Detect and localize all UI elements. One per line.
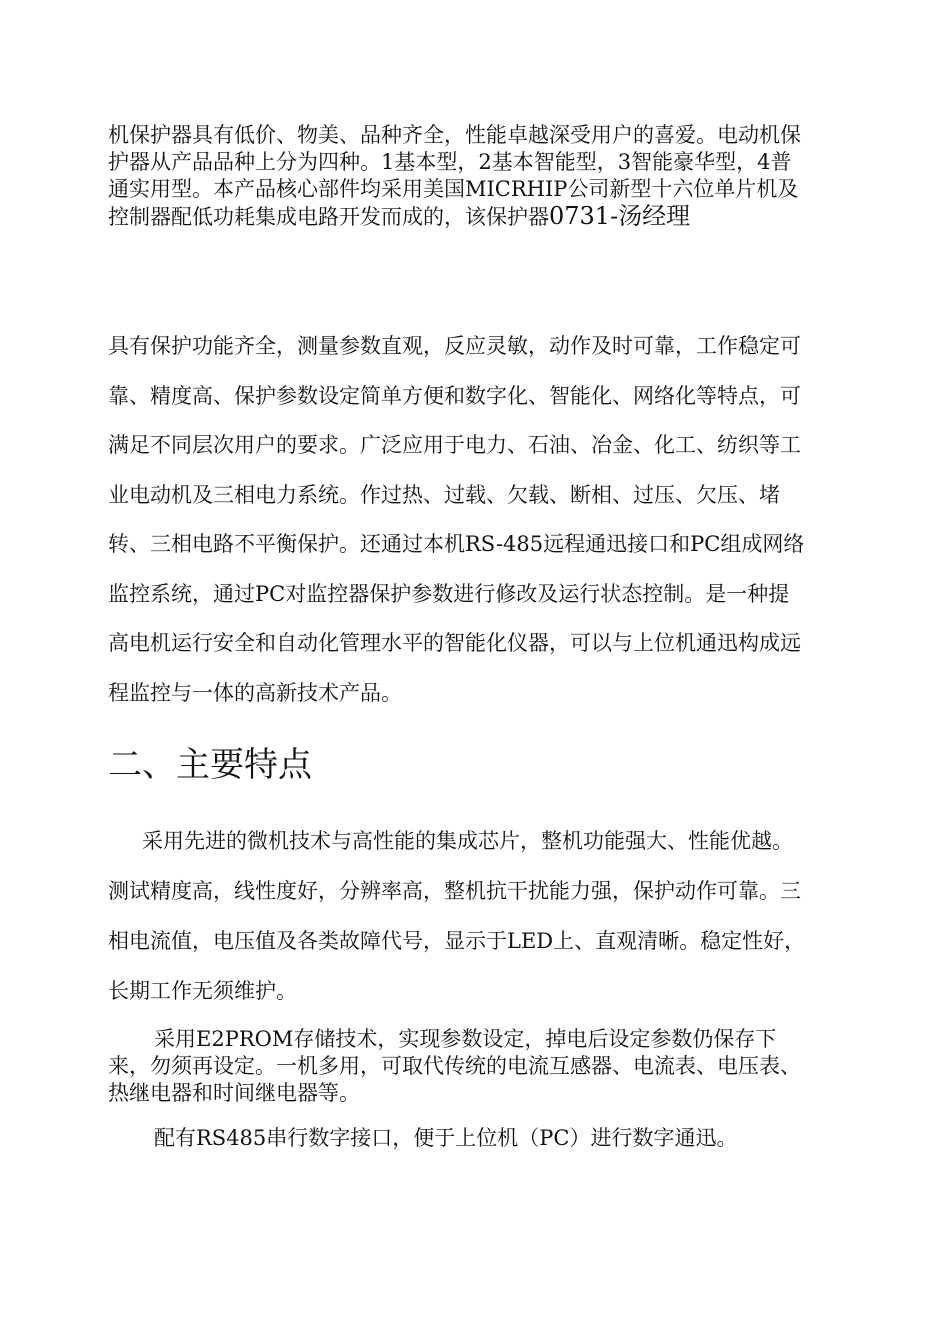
contact-text: 0731-汤经理 bbox=[549, 202, 691, 230]
feature-paragraph-microcomputer: 采用先进的微机技术与高性能的集成芯片，整机功能强大、性能优越。测试精度高，线性度好，分辨率高，整机抗干扰能力强，保护动作可靠。三相电流值，电压值及各类故障代号，显示于LED上、直观清晰。稳定性好，长期工作无须维护。 bbox=[108, 829, 806, 1003]
feature-paragraph-e2prom: 采用E2PROM存储技术，实现参数设定，掉电后设定参数仍保存下来，勿须再设定。一机多用，可取代传统的电流互感器、电流表、电压表、热继电器和时间继电器等。 bbox=[108, 1027, 801, 1105]
intro-paragraph bbox=[108, 122, 808, 231]
section-heading: 二、主要特点 bbox=[108, 745, 312, 785]
feature-paragraph-rs485: 配有RS485串行数字接口，便于上位机（PC）进行数字通迅。 bbox=[154, 1126, 738, 1150]
intro-paragraph-text: 机保护器具有低价、物美、品种齐全，性能卓越深受用户的喜爱。电动机保护器从产品品种上分为四种。1基本型，2基本智能型，3智能豪华型，4普通实用型。本产品核心部件均采用美国MICRHIP公司新型十六位单片机及控制器配低功耗集成电路开发而成的，该保护器 bbox=[108, 123, 801, 229]
features-overview-paragraph: 具有保护功能齐全，测量参数直观，反应灵敏，动作及时可靠，工作稳定可靠、精度高、保护参数设定简单方便和数字化、智能化、网络化等特点，可满足不同层次用户的要求。广泛应用于电力、石油、冶金、化工、纺织等工业电动机及三相电力系统。作过热、过载、欠载、断相、过压、欠压、堵转、三相电路不平衡保护。还通过本机RS-485远程通迅接口和PC组成网络监控系统，通过PC对监控器保护参数进行修改及运行状态控制。是一种提高电机运行安全和自动化管理水平的智能化仪器，可以与上位机通迅构成远程监控与一体的高新技术产品。 bbox=[108, 334, 805, 705]
